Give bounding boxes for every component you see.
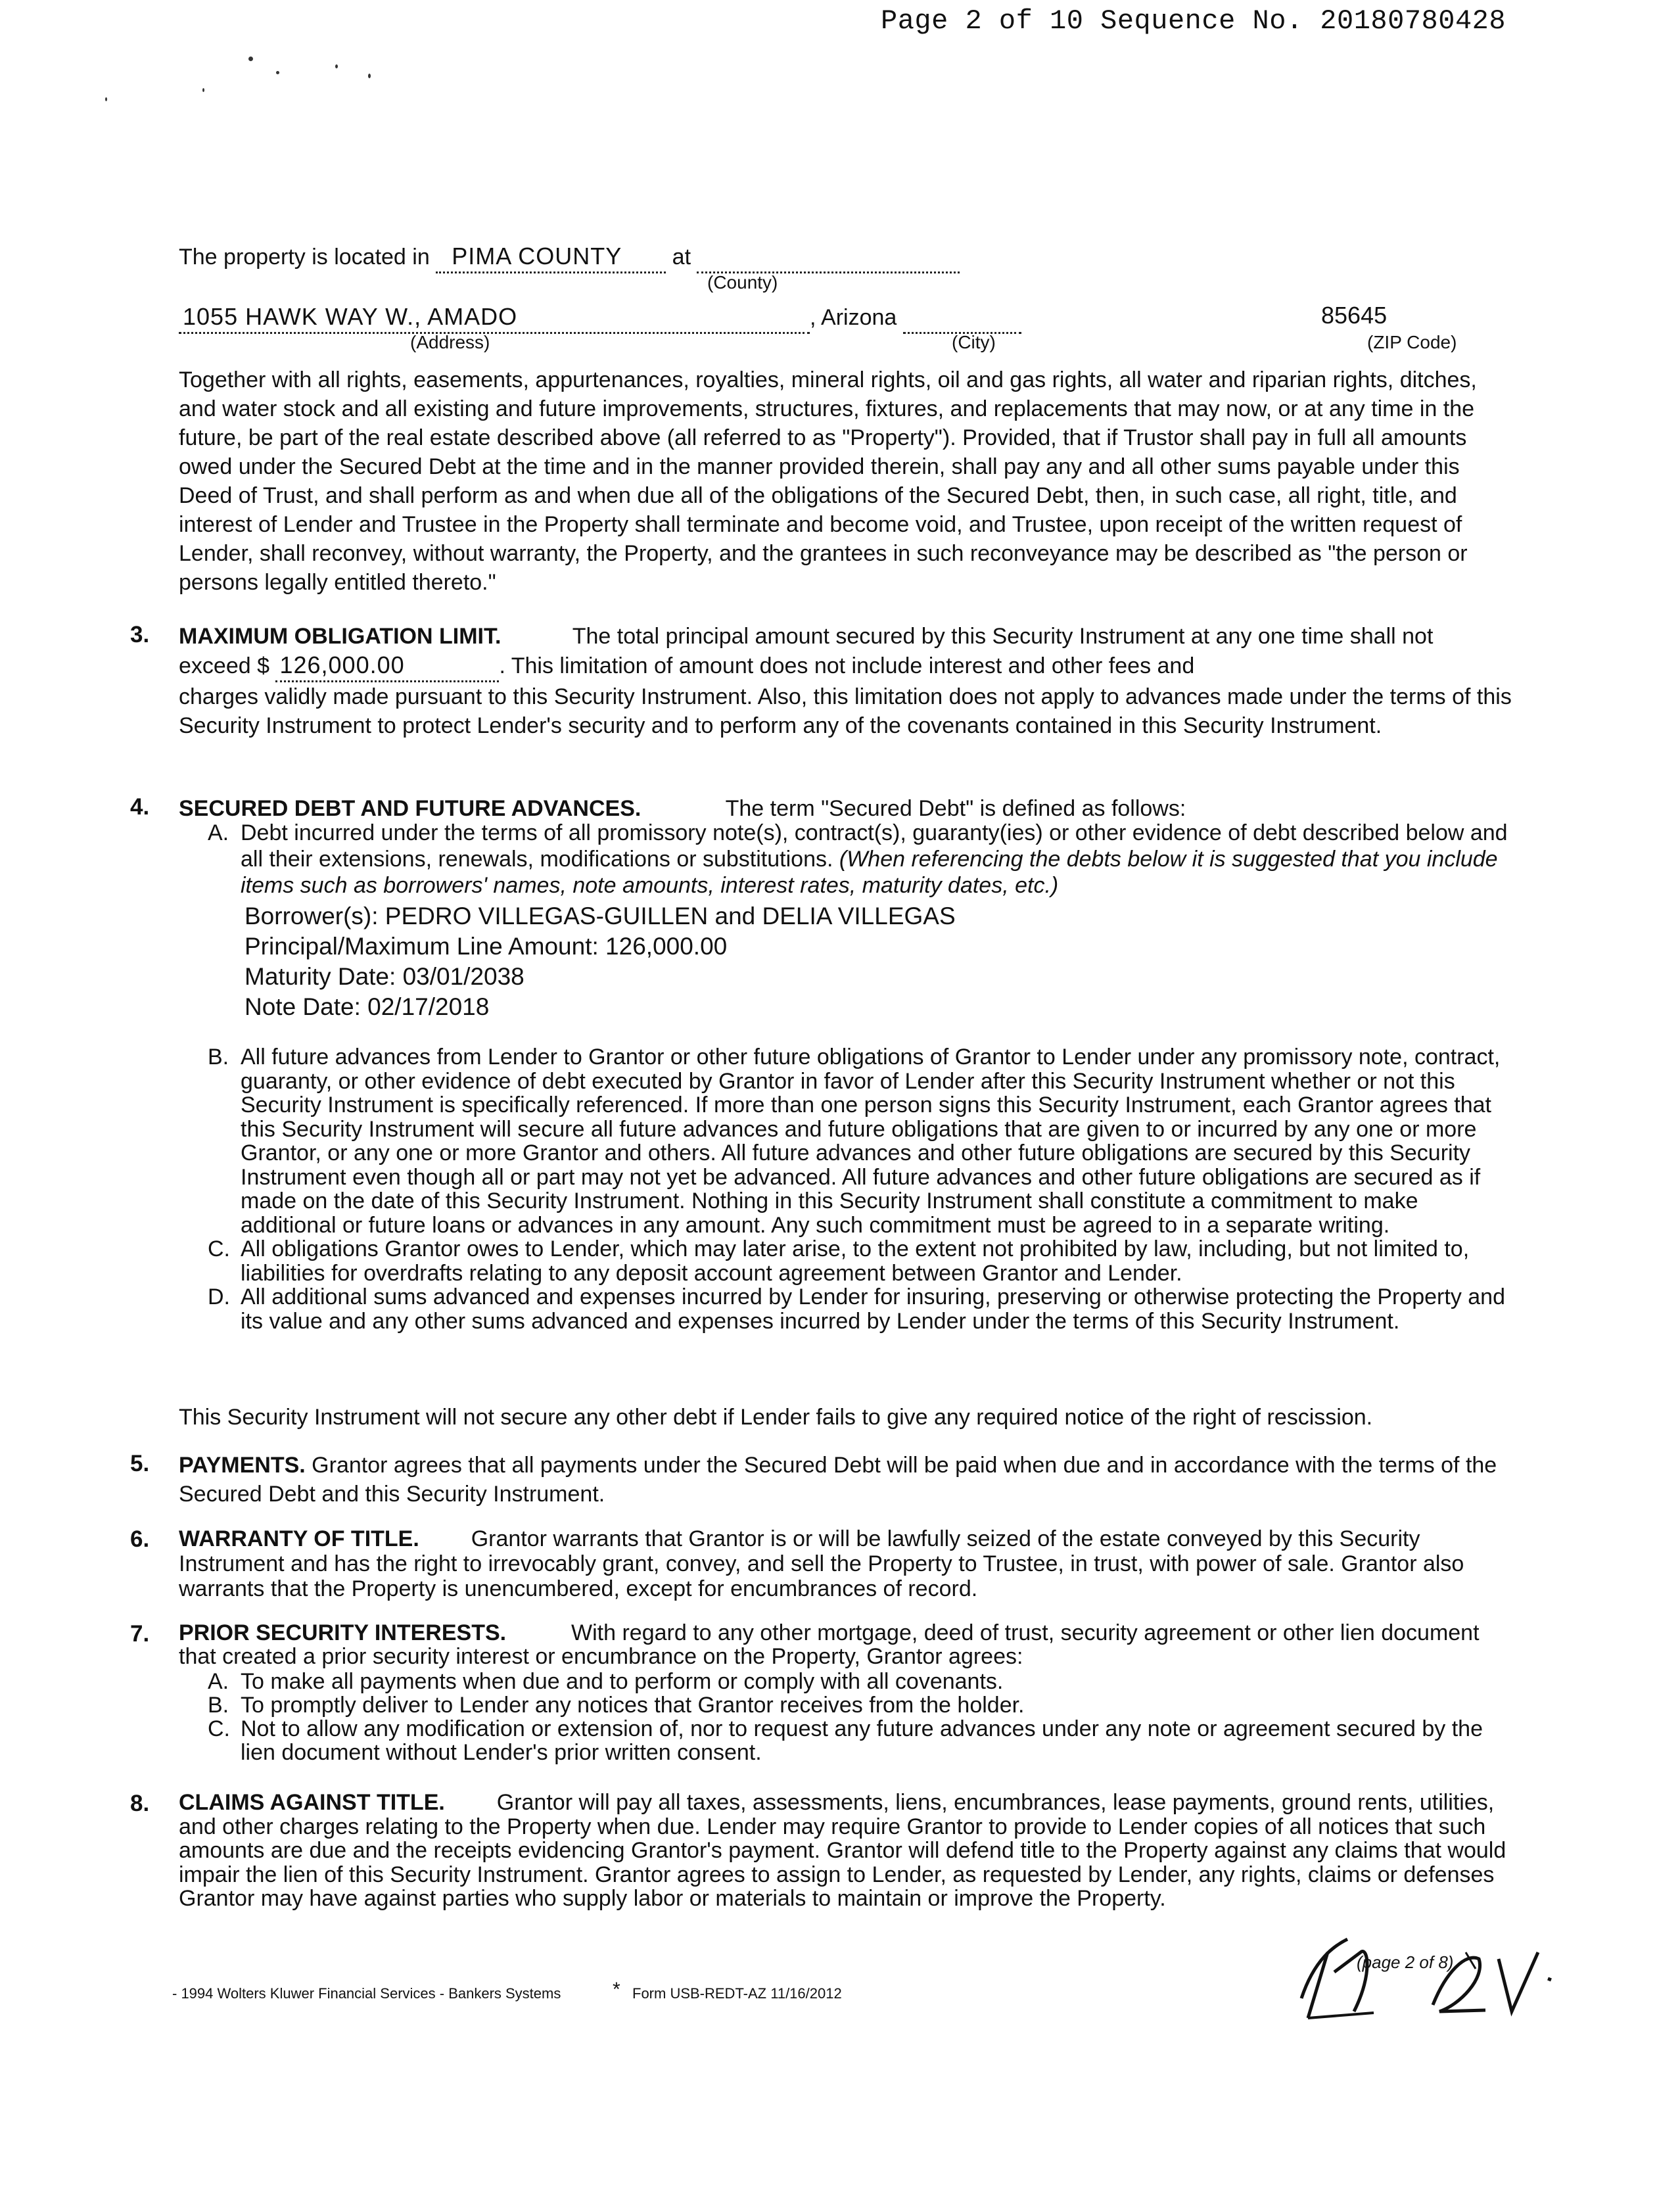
at-label: at — [672, 245, 691, 270]
scan-speck — [248, 57, 253, 61]
state-value: Arizona — [821, 305, 897, 330]
debt-note-date: Note Date: 02/17/2018 — [245, 993, 490, 1020]
copyright-footer: - 1994 Wolters Kluwer Financial Services - Bankers Systems — [172, 1985, 561, 2002]
scan-speck — [276, 71, 279, 74]
scan-speck — [335, 64, 338, 68]
amount-field — [275, 651, 499, 682]
debt-principal: Principal/Maximum Line Amount: 126,000.00 — [245, 933, 728, 960]
section-8 — [179, 1791, 1513, 1911]
item-letter: B. — [208, 1693, 229, 1718]
section-4-a-italic: (When referencing the debts below it is suggested that you include items such as borrowers' names, note amounts, interest rates, maturity dates, etc.) — [241, 847, 1498, 898]
page-sequence-header: Page 2 of 10 Sequence No. 20180780428 — [881, 5, 1506, 37]
section-3-number: 3. — [130, 622, 150, 647]
section-3-line1 — [179, 622, 1513, 651]
section-7 — [179, 1621, 1513, 1668]
section-8-text: Grantor will pay all taxes, assessments, liens, encumbrances, lease payments, ground rents, utilities, and other charges relating to the Property when due. Lender may require Grantor to provide to Lender copies of all notices that such amounts are due and the receipts evidencing Grantor's payment. Grantor will defend title to the Property against any claims that would impair the lien of this Security Instrument. Grantor agrees to assign to Lender, as requested by Lender, any rights, claims or defenses Grantor may have against parties who supply labor or materials to maintain or improve the Property. — [179, 1790, 1506, 1911]
section-6-number: 6. — [130, 1526, 150, 1552]
section-4-title: SECURED DEBT AND FUTURE ADVANCES. — [179, 796, 642, 821]
item-letter: B. — [208, 1045, 229, 1070]
section-4-d-text: All additional sums advanced and expenses incurred by Lender for insuring, preserving or otherwise protecting the Property and its value and any other sums advanced and expenses incurred by Lender under the terms of this Security Instrument. — [241, 1284, 1505, 1334]
city-caption: (City) — [952, 332, 996, 352]
section-7-text: With regard to any other mortgage, deed of trust, security agreement or other lien document that created a prior security interest or encumbrance on the Property, Grantor agrees: — [179, 1620, 1480, 1669]
section-5-number: 5. — [130, 1451, 150, 1476]
debt-maturity: Maturity Date: 03/01/2038 — [245, 963, 525, 990]
section-7-a-text: To make all payments when due and to perform or comply with all covenants. — [241, 1669, 1004, 1694]
item-letter: C. — [208, 1716, 230, 1741]
property-location-line — [179, 242, 960, 273]
section-4-item-d — [208, 1285, 1516, 1333]
section-4-list-bcd — [208, 1045, 1516, 1333]
form-number-footer: Form USB-REDT-AZ 11/16/2012 — [632, 1985, 842, 2002]
section-7-item-b — [208, 1693, 1516, 1717]
section-3-text-1: The total principal amount secured by this Security Instrument at any one time shall not — [572, 624, 1434, 649]
address-caption: (Address) — [410, 332, 490, 352]
section-3-line2 — [179, 651, 1513, 682]
item-letter: A. — [208, 820, 229, 845]
section-4-a-text: Debt incurred under the terms of all promissory note(s), contract(s), guaranty(ies) or other evidence of debt described below and all their extensions, renewals, modifications or substitutions. — [241, 820, 1508, 872]
section-7-list — [208, 1670, 1516, 1764]
item-letter: D. — [208, 1284, 230, 1309]
zip-caption: (ZIP Code) — [1367, 332, 1457, 352]
max-amount-value: 126,000.00 — [279, 651, 405, 678]
footer-asterisk: * — [613, 1979, 620, 2000]
address-line: 1055 HAWK WAY W., AMADO , Arizona — [179, 302, 1021, 334]
state-field — [903, 303, 1021, 334]
section-7-item-c — [208, 1717, 1516, 1764]
section-8-title: CLAIMS AGAINST TITLE. — [179, 1790, 445, 1815]
zip-value: 85645 — [1321, 302, 1388, 329]
section-7-c-text: Not to allow any modification or extension of, nor to request any future advances under any note or agreement secured by the lien document without Lender's prior written consent. — [241, 1716, 1483, 1765]
section-4-header — [179, 794, 1513, 823]
scan-speck — [368, 74, 371, 78]
section-4-item-a — [208, 820, 1516, 899]
section-7-item-a — [208, 1670, 1516, 1693]
page-of-label: (page 2 of 8) — [1357, 1952, 1454, 1972]
scan-speck — [202, 88, 204, 92]
county-value: PIMA COUNTY — [452, 243, 622, 270]
county-caption: (County) — [707, 272, 778, 293]
section-5-title: PAYMENTS. — [179, 1453, 306, 1478]
section-4-item-b — [208, 1045, 1516, 1237]
county-field — [436, 242, 666, 273]
section-6-title: WARRANTY OF TITLE. — [179, 1526, 419, 1551]
section-4-list-a — [208, 820, 1516, 899]
section-6-text: Grantor warrants that Grantor is or will be lawfully seized of the estate conveyed by this Security Instrument and has the right to irrevocably grant, convey, and sell the Property to Trustee, in trust, with power of sale. Grantor also warrants that the Property is unencumbered, except for encumbrances of record. — [179, 1526, 1464, 1601]
section-3-title: MAXIMUM OBLIGATION LIMIT. — [179, 624, 502, 649]
section-4-intro: The term "Secured Debt" is defined as follows: — [725, 796, 1186, 821]
at-field — [697, 243, 960, 273]
section-5 — [179, 1451, 1513, 1509]
exceed-label: exceed $ — [179, 653, 269, 678]
address-value: 1055 HAWK WAY W., AMADO — [183, 303, 518, 330]
initials-signature-graphic — [1288, 1933, 1577, 2031]
section-7-number: 7. — [130, 1621, 150, 1647]
section-3-text-2: . This limitation of amount does not include interest and other fees and — [499, 653, 1195, 678]
item-letter: C. — [208, 1236, 230, 1261]
section-8-number: 8. — [130, 1791, 150, 1816]
section-4-item-c — [208, 1237, 1516, 1285]
item-letter: A. — [208, 1669, 229, 1694]
section-3 — [179, 622, 1513, 740]
section-3-text-3: charges validly made pursuant to this Security Instrument. Also, this limitation does not apply to advances made under the terms of this Security Instrument to protect Lender's security and to perform any of the covenants contained in this Security Instrument. — [179, 684, 1512, 738]
scan-speck — [105, 97, 107, 101]
section-4-c-text: All obligations Grantor owes to Lender, which may later arise, to the extent not prohibited by law, including, but not limited to, liabilities for overdrafts relating to any deposit account agreement between Grantor and Lender. — [241, 1236, 1470, 1286]
section-5-text: Grantor agrees that all payments under the Secured Debt will be paid when due and in accordance with the terms of the Secured Debt and this Security Instrument. — [179, 1453, 1497, 1507]
address-field — [179, 302, 810, 334]
section-6 — [179, 1526, 1513, 1601]
section-7-b-text: To promptly deliver to Lender any notices that Grantor receives from the holder. — [241, 1693, 1025, 1718]
section-4-b-text: All future advances from Lender to Grantor or other future obligations of Grantor to Lender under any promissory note, contract, guaranty, or other evidence of debt executed by Grantor in favor of Lender after this Security Instrument whether or not this Security Instrument is specifically referenced. If more than one person signs this Security Instrument, each Grantor agrees that this Security Instrument will secure all future advances and future obligations that are given to or incurred by any one or more Grantor, or any one or more Grantor and others. All future advances and other future obligations are secured by this Security Instrument even though all or part may not yet be advanced. All future advances and other future obligations are secured as if made on the date of this Security Instrument. Nothing in this Security Instrument shall constitute a commitment to make additional or future loans or advances in any amount. Any such commitment must be agreed to in a separate writing. — [241, 1045, 1501, 1238]
together-paragraph: Together with all rights, easements, appurtenances, royalties, mineral rights, oil and gas rights, all water and riparian rights, ditches, and water stock and all existing and future improvements, structures, fixtures, and replacements that may now, or at any time in the future, be part of the real estate described above (all referred to as "Property"). Provided, that if Trustor shall pay in full all amounts owed under the Secured Debt at the time and in the manner provided therein, shall pay any and all other sums payable under this Deed of Trust, and shall perform as and when due all of the obligations of the Secured Debt, then, in such case, all right, title, and interest of Lender and Trustee in the Property shall terminate and become void, and Trustee, upon receipt of the written request of Lender, shall reconvey, without warranty, the Property, and the grantees in such reconveyance may be described as "the person or persons legally entitled thereto." — [179, 367, 1477, 595]
section-7-title: PRIOR SECURITY INTERESTS. — [179, 1620, 507, 1645]
debt-borrowers: Borrower(s): PEDRO VILLEGAS-GUILLEN and DELIA VILLEGAS — [245, 903, 956, 929]
section-4-closing: This Security Instrument will not secure any other debt if Lender fails to give any required notice of the right of rescission. — [179, 1405, 1373, 1430]
located-in-label: The property is located in — [179, 245, 430, 270]
section-4-number: 4. — [130, 794, 150, 820]
